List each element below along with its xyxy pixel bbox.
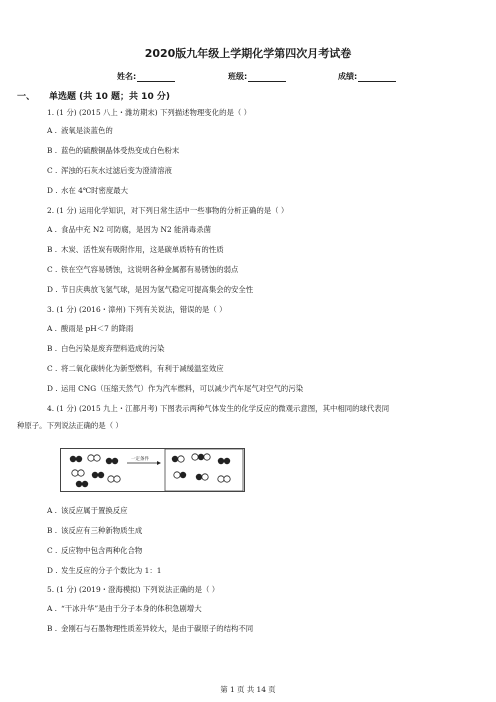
question-4-option-d[interactable]: D . 发生反应的分子个数比为 1：1 [47,566,162,575]
products [165,449,243,491]
question-3-option-c[interactable]: C . 将二氧化碳转化为新型燃料，有利于减缓温室效应 [47,364,224,373]
question-1-stem: 1. (1 分) (2015 八上・潍坊期末) 下列描述物理变化的是（ ） [47,108,252,117]
question-3-option-b[interactable]: B . 白色污染是废弃塑料造成的污染 [47,344,165,353]
reactants [70,455,120,487]
exam-title: 2020版九年级上学期化学第四次月考试卷 [144,47,352,60]
question-3-option-d[interactable]: D . 运用 CNG（压缩天然气）作为汽车燃料，可以减少汽车尾气对空气的污染 [47,384,304,393]
class-blank[interactable] [248,73,286,82]
question-5-option-a[interactable]: A . “干冰升华”是由于分子本身的体积急剧增大 [47,604,202,613]
class-field: 班级: [228,71,286,82]
question-2-option-a[interactable]: A . 食品中充 N2 可防腐，是因为 N2 能消毒杀菌 [47,225,211,234]
reaction-arrow [127,455,161,465]
molecule-diagram [61,449,244,491]
question-4-stem-continuation: 种原子。下列说法正确的是（ ） [17,421,123,430]
question-2-option-d[interactable]: D . 节日庆典放飞氢气球，是因为氢气稳定可提高集会的安全性 [47,285,254,294]
name-blank[interactable] [137,73,175,82]
arrow-condition-label: 一定条件 [131,457,149,462]
page-number-footer: 第 1 页 共 14 页 [220,685,276,694]
question-1-option-b[interactable]: B . 蓝色的硫酸铜晶体受热变成白色粉末 [47,146,180,155]
question-1-option-a[interactable]: A . 液氧是淡蓝色的 [47,126,113,135]
reaction-diagram [60,448,245,492]
question-4-stem: 4. (1 分) (2015 九上・江都月考) 下图表示两种气体发生的化学反应的微观示意图，其中相同的球代表同 [47,404,390,413]
question-4-option-c[interactable]: C . 反应物中包含两种化合物 [47,546,143,555]
question-2-option-c[interactable]: C . 铁在空气容易锈蚀，这说明各种金属都有易锈蚀的弱点 [47,265,239,274]
question-3-option-a[interactable]: A . 酸雨是 pH＜7 的降雨 [47,324,134,333]
question-3-stem: 3. (1 分) (2016・漳州) 下列有关说法，错误的是（ ） [47,305,227,314]
score-blank[interactable] [358,73,396,82]
question-1-option-c[interactable]: C . 浑浊的石灰水过滤后变为澄清溶液 [47,166,172,175]
question-2-stem: 2. (1 分) 运用化学知识，对下列日常生活中一些事物的分析正确的是（ ） [47,206,289,215]
question-5-option-b[interactable]: B . 金刚石与石墨物理性质差异较大，是由于碳原子的结构不同 [47,624,254,633]
section-heading: 一、 单选题 (共 10 题；共 10 分) [17,92,170,102]
question-5-stem: 5. (1 分) (2019・澄海模拟) 下列说法正确的是（ ） [47,585,220,594]
name-field: 姓名: [117,71,175,82]
question-4-option-a[interactable]: A . 该反应属于置换反应 [47,506,128,515]
question-2-option-b[interactable]: B . 木炭、活性炭有吸附作用，这是碳单质特有的性质 [47,245,224,254]
question-1-option-d[interactable]: D . 水在 4℃时密度最大 [47,186,129,195]
score-field: 成绩: [338,71,396,82]
question-4-option-b[interactable]: B . 该反应有三种新物质生成 [47,526,143,535]
